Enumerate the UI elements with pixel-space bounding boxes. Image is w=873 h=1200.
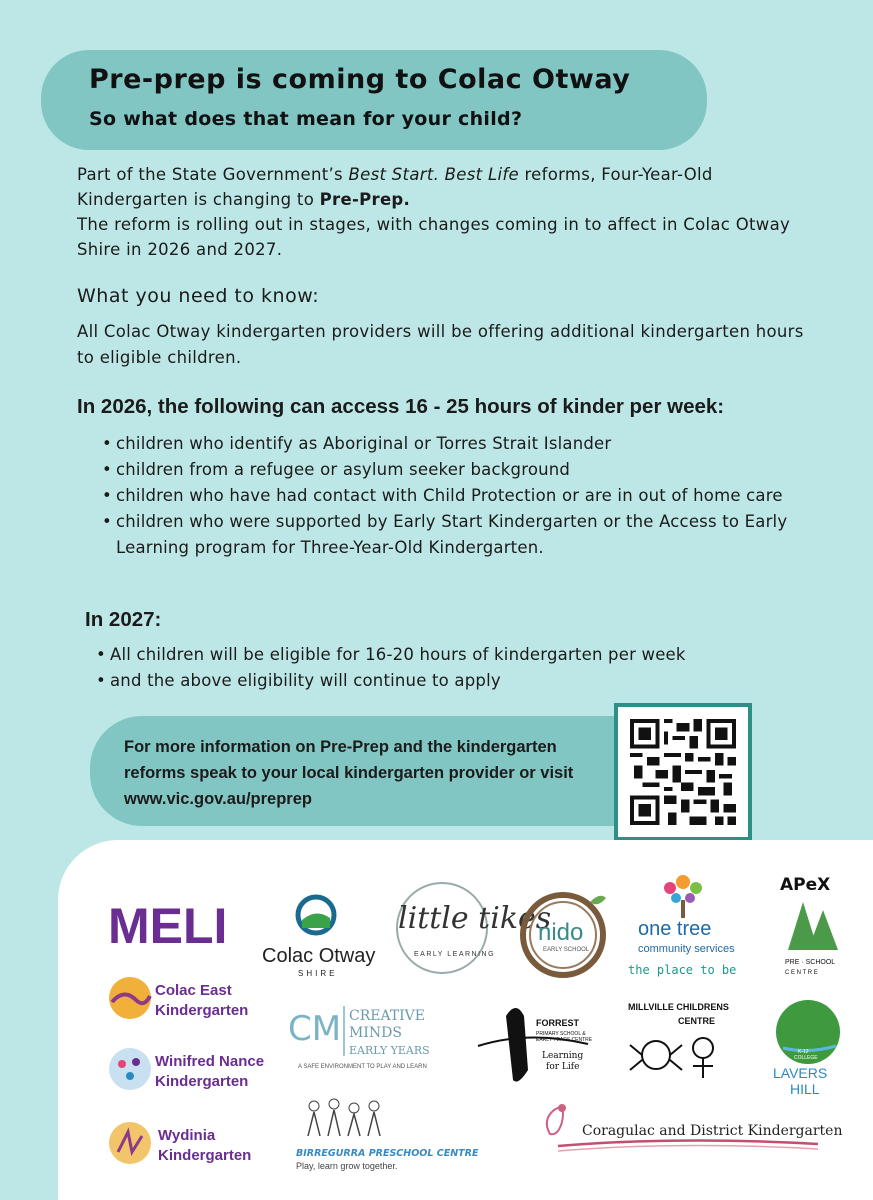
creative-tag: A SAFE ENVIRONMENT TO PLAY AND LEARN: [298, 1064, 427, 1070]
winifred-text-2: Kindergarten: [155, 1073, 249, 1090]
lavers-text-2: COLLEGE: [794, 1055, 818, 1061]
page-title: Pre-prep is coming to Colac Otway: [89, 64, 631, 95]
forrest-logo: [478, 1008, 593, 1082]
wydinia-text-2: Kindergarten: [158, 1147, 252, 1164]
y2027-heading: In 2027:: [85, 608, 162, 631]
colac-otway-text: Colac Otway: [262, 945, 376, 967]
intro-text: [77, 162, 817, 262]
intro-paragraph-2: The reform is rolling out in stages, with changes coming in to affect in Colac Otway Shire in 2026 and 2027.: [77, 215, 791, 259]
y2026-heading: In 2026, the following can access 16 - 25 hours of kinder per week:: [77, 395, 725, 418]
list-item: • children from a refugee or asylum seeker background: [100, 457, 800, 483]
coragulac-text: Coragulac and District Kindergarten: [582, 1123, 843, 1139]
title-banner: [41, 50, 707, 150]
intro-paragraph-1: [77, 162, 817, 212]
lavers-text-1: K-12: [798, 1049, 809, 1055]
meli-logo: [108, 898, 227, 954]
y2027-list: [94, 642, 794, 694]
intro-text-b: reforms, Four-Year-Old Kindergarten is changing to: [77, 165, 713, 209]
one-tree-tag: the place to be: [628, 963, 737, 977]
forrest-text-5: for Life: [546, 1062, 580, 1072]
colac-east-text-1: Colac East: [155, 982, 232, 999]
bird-icon: [506, 1008, 528, 1082]
creative-text-1: CREATIVE: [349, 1008, 426, 1024]
colac-east-text-2: Kindergarten: [155, 1002, 249, 1019]
wydinia-logo: [109, 1122, 251, 1164]
lavers-text-4: HILL: [790, 1081, 820, 1097]
plant-icon: [788, 902, 838, 950]
little-tikes-sub: EARLY LEARNING: [414, 951, 496, 958]
intro-bold: Pre-Prep.: [319, 190, 411, 209]
one-tree-logo: [628, 875, 736, 977]
qr-code-icon: [630, 719, 736, 825]
apex-text: APeX: [780, 875, 831, 895]
millville-text-1: MILLVILLE CHILDRENS: [628, 1002, 729, 1012]
colac-otway-logo: [262, 897, 375, 978]
winifred-icon: [109, 1048, 151, 1090]
millville-logo: [628, 1002, 729, 1078]
cm-monogram-icon: CM: [288, 1009, 342, 1049]
little-tikes-text: little tikes: [398, 901, 552, 936]
one-tree-text: one tree: [638, 918, 712, 940]
tree-icon: [664, 882, 676, 894]
list-item: • All children will be eligible for 16-20 hours of kindergarten per week: [94, 642, 794, 668]
list-item: • children who were supported by Early Start Kindergarten or the Access to Early Learning program for Three-Year-Old Kindergarten.: [100, 509, 800, 561]
birregurra-text: BIRREGURRA PRESCHOOL CENTRE: [296, 1148, 479, 1159]
winifred-nance-logo: [109, 1048, 264, 1090]
apex-sub2: C E N T R E: [785, 970, 818, 976]
wydinia-text-1: Wydinia: [158, 1127, 216, 1144]
apex-logo: [780, 875, 838, 976]
birregurra-tag: Play, learn grow together.: [296, 1161, 398, 1171]
info-text[interactable]: For more information on Pre-Prep and the kindergarten reforms speak to your local kindergarten provider or visit www.vic.gov.au/preprep: [124, 738, 574, 808]
child-drawing-icon: [642, 1041, 670, 1069]
leaf-icon: [590, 896, 606, 905]
forrest-text-3: EARLY YEARS CENTRE: [536, 1037, 593, 1043]
creative-text-2: MINDS: [349, 1025, 402, 1041]
y2026-list: [100, 431, 800, 561]
nido-text: nido: [538, 919, 584, 946]
one-tree-sub: community services: [638, 943, 735, 955]
children-drawing-icon: [308, 1110, 380, 1136]
forrest-text-2: PRIMARY SCHOOL &: [536, 1031, 586, 1037]
intro-italic: Best Start. Best Life: [348, 165, 519, 184]
colac-otway-sub: SHIRE: [298, 969, 338, 978]
list-item: • children who identify as Aboriginal or Torres Strait Islander: [100, 431, 800, 457]
winifred-text-1: Winifred Nance: [155, 1053, 265, 1070]
creative-text-3: EARLY YEARS: [349, 1044, 430, 1057]
creative-minds-logo: [288, 1006, 430, 1070]
list-item: • children who have had contact with Child Protection or are in out of home care: [100, 483, 800, 509]
birregurra-logo: [296, 1099, 479, 1171]
need-to-know-text: All Colac Otway kindergarten providers will be offering additional kindergarten hours to eligible children.: [77, 322, 804, 367]
list-item: • and the above eligibility will continue to apply: [94, 668, 794, 694]
forrest-text-4: Learning: [542, 1051, 584, 1061]
intro-text-a: Part of the State Government’s: [77, 165, 349, 184]
colac-east-logo: [109, 977, 248, 1019]
lavers-hill-logo: [773, 1000, 840, 1097]
meli-text: MELI: [108, 898, 228, 954]
forrest-text-1: FORREST: [536, 1018, 580, 1028]
apex-sub1: PRE · SCHOOL: [785, 959, 836, 966]
millville-text-2: CENTRE: [678, 1016, 716, 1026]
need-to-know-heading: What you need to know:: [77, 285, 320, 307]
nido-sub: EARLY SCHOOL: [543, 947, 590, 953]
partner-logos-panel: [58, 840, 873, 1200]
page-subtitle: So what does that mean for your child?: [89, 108, 523, 130]
coragulac-logo: [547, 1104, 843, 1151]
lavers-text-3: LAVERS: [773, 1065, 828, 1081]
partner-logos: [58, 840, 873, 1200]
qr-code[interactable]: [614, 703, 752, 841]
